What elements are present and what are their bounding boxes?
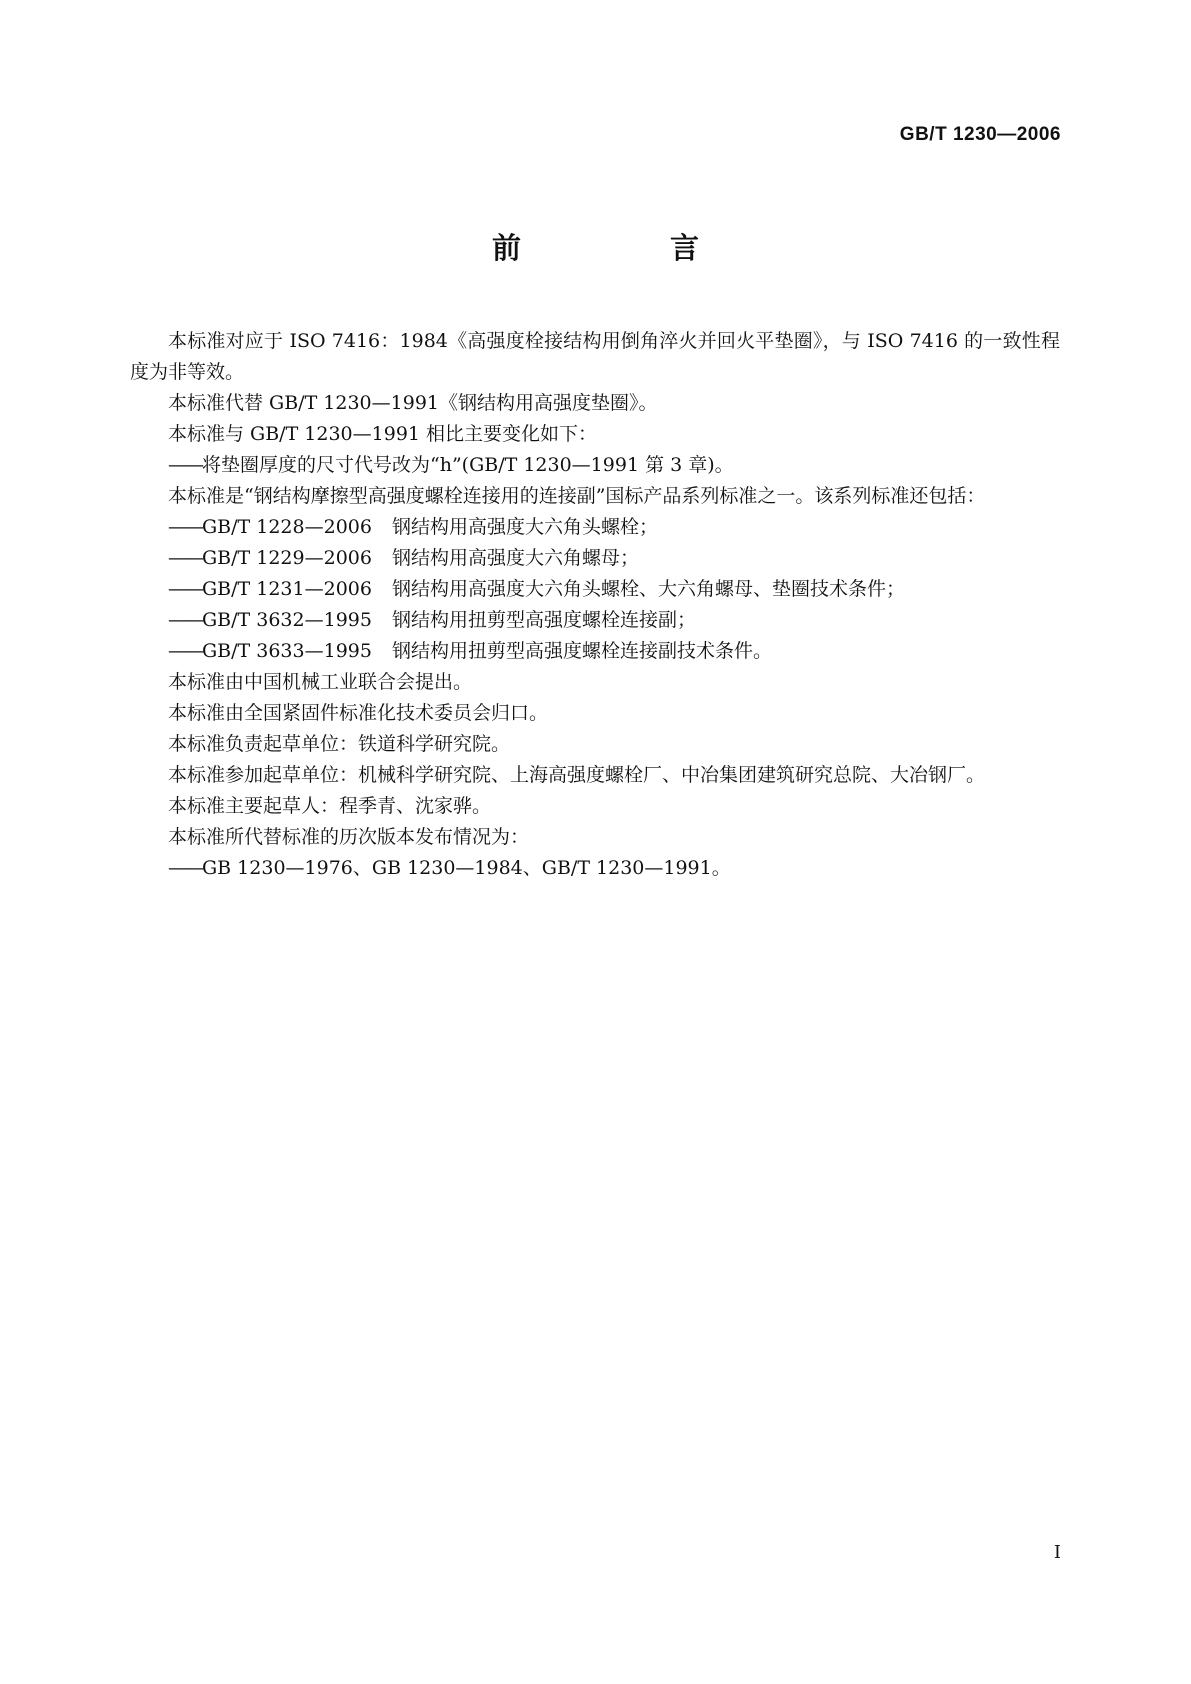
standard-name: 钢结构用扭剪型高强度螺栓连接副技术条件。 <box>392 640 773 662</box>
standard-name: 钢结构用高强度大六角头螺栓、大六角螺母、垫圈技术条件； <box>392 578 906 600</box>
list-dash: —— <box>168 640 202 662</box>
paragraph: 本标准代替 GB/T 1230—1991《钢结构用高强度垫圈》。 <box>168 392 658 414</box>
list-item <box>130 543 1060 574</box>
paragraph: 本标准参加起草单位：机械科学研究院、上海高强度螺栓厂、中冶集团建筑研究总院、大冶钢厂。 <box>168 764 986 786</box>
paragraph: 本标准主要起草人：程季青、沈家骅。 <box>168 795 492 817</box>
paragraph: 本标准所代替标准的历次版本发布情况为： <box>168 826 530 848</box>
list-item <box>130 450 1060 481</box>
list-dash: —— <box>168 609 202 631</box>
list-dash: —— <box>168 547 202 569</box>
list-item <box>130 853 1060 884</box>
paragraph: 本标准负责起草单位：铁道科学研究院。 <box>168 733 511 755</box>
document-body <box>130 326 1060 884</box>
list-dash: —— <box>168 578 202 600</box>
list-item <box>130 512 1060 543</box>
standard-code: GB/T 1228—2006 <box>202 516 372 538</box>
standard-name: 钢结构用高强度大六角螺母； <box>392 547 640 569</box>
paragraph: 本标准对应于 ISO 7416：1984《高强度栓接结构用倒角淬火并回火平垫圈》，与 ISO 7416 的一致性程度为非等效。 <box>130 330 1060 383</box>
page-title: 前 言 <box>491 231 759 265</box>
page-number: I <box>1053 1542 1061 1563</box>
list-dash: —— <box>168 454 202 476</box>
standard-name: 钢结构用高强度大六角头螺栓； <box>392 516 659 538</box>
standard-code: GB/T 1231—2006 <box>202 578 372 600</box>
standard-code: GB/T 3633—1995 <box>202 640 372 662</box>
paragraph: 本标准与 GB/T 1230—1991 相比主要变化如下： <box>168 423 598 445</box>
document-code: GB/T 1230—2006 <box>899 124 1061 145</box>
list-dash: —— <box>168 857 202 879</box>
paragraph: 本标准由中国机械工业联合会提出。 <box>168 671 473 693</box>
standard-name: 钢结构用扭剪型高强度螺栓连接副； <box>392 609 697 631</box>
standard-code: GB/T 3632—1995 <box>202 609 372 631</box>
list-dash: —— <box>168 516 202 538</box>
list-item <box>130 605 1060 636</box>
list-item <box>130 636 1060 667</box>
list-item <box>130 574 1060 605</box>
paragraph: 本标准由全国紧固件标准化技术委员会归口。 <box>168 702 549 724</box>
paragraph: 本标准是“钢结构摩擦型高强度螺栓连接用的连接副”国标产品系列标准之一。该系列标准还包括： <box>168 485 986 507</box>
list-item-text: 将垫圈厚度的尺寸代号改为“h”(GB/T 1230—1991 第 3 章)。 <box>202 454 734 476</box>
list-item-text: GB 1230—1976、GB 1230—1984、GB/T 1230—1991。 <box>202 857 731 879</box>
standard-code: GB/T 1229—2006 <box>202 547 372 569</box>
